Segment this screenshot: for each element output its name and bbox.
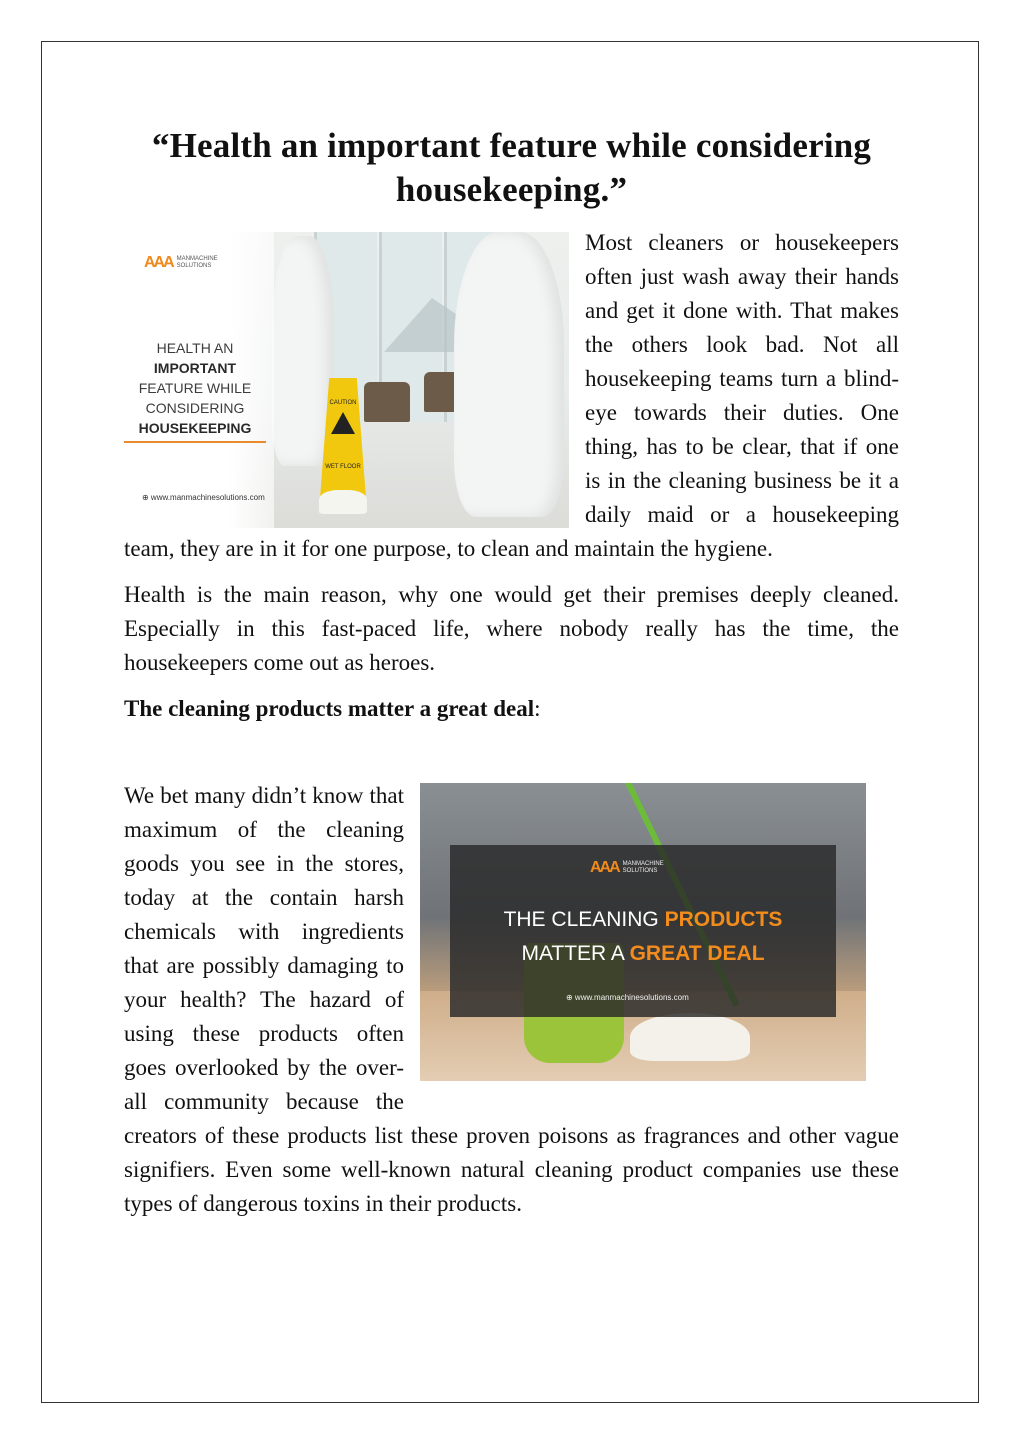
headline-accent: GREAT DEAL [629,942,765,965]
image2-headline [450,903,836,971]
document-title: “Health an important feature while considering housekeeping.” [151,126,872,209]
headline-part: MATTER A [521,942,630,965]
brand-logo [144,254,218,272]
image2-url: ⊕ www.manmachinesolutions.com [566,993,689,1002]
brand-logo [590,859,664,877]
cleaning-products-image [420,783,866,1081]
section-intro [124,226,899,566]
headline-divider [124,441,266,443]
health-housekeeping-image [124,232,569,528]
headline-part: THE CLEANING [503,908,665,931]
headline-accent: PRODUCTS [664,908,783,931]
logo-icon: AAA [590,859,619,876]
logo-text-line2: SOLUTIONS [176,263,212,269]
section-heading-text: The cleaning products matter a great deal [124,696,535,721]
headline-line: FEATURE WHILE [138,380,252,396]
logo-icon: AAA [144,254,173,271]
logo-text-line1: MANMACHINE [622,861,664,867]
image1-headline [124,338,266,438]
image1-url: ⊕ www.manmachinesolutions.com [142,493,265,502]
headline-line: IMPORTANT [153,360,237,376]
logo-text-line1: MANMACHINE [176,256,218,262]
sign-wet-floor-text: WET FLOOR [325,464,361,470]
sign-caution-text: CAUTION [329,400,357,406]
logo-text-line2: SOLUTIONS [622,868,658,874]
mop-icon [630,1013,750,1061]
image2-banner [450,845,836,1017]
headline-line: HOUSEKEEPING [138,420,252,436]
section-products [124,779,899,1221]
paragraph-products: We bet many didn’t know that maximum of the cleaning goods you see in the stores, today at the contain harsh chemicals with ingredients that are possibly damaging to your health? The hazard of using these products often goes overlooked by the over-all community because the creators of these products list these proven poisons as fragrances and other vague signifiers. Even some well-known natural cleaning product companies use these types of dangerous toxins in their products. [124,783,899,1216]
headline-line: CONSIDERING [145,400,245,416]
document-body [124,124,899,1221]
section-heading [124,692,899,726]
section-heading-colon: : [534,696,541,721]
headline-line: HEALTH AN [156,340,234,356]
paragraph-health: Health is the main reason, why one would get their premises deeply cleaned. Especially in this fast-paced life, where nobody really has the time, the housekeepers come out as heroes. [124,582,899,675]
paragraph-intro: Most cleaners or housekeepers often just wash away their hands and get it done with. That makes the others look bad. Not all housekeeping teams turn a blind-eye towards their duties. One thing, has to be clear, that if one is in the cleaning business be it a daily maid or a housekeeping team, they are in it for one purpose, to clean and maintain the hygiene. [124,230,899,561]
